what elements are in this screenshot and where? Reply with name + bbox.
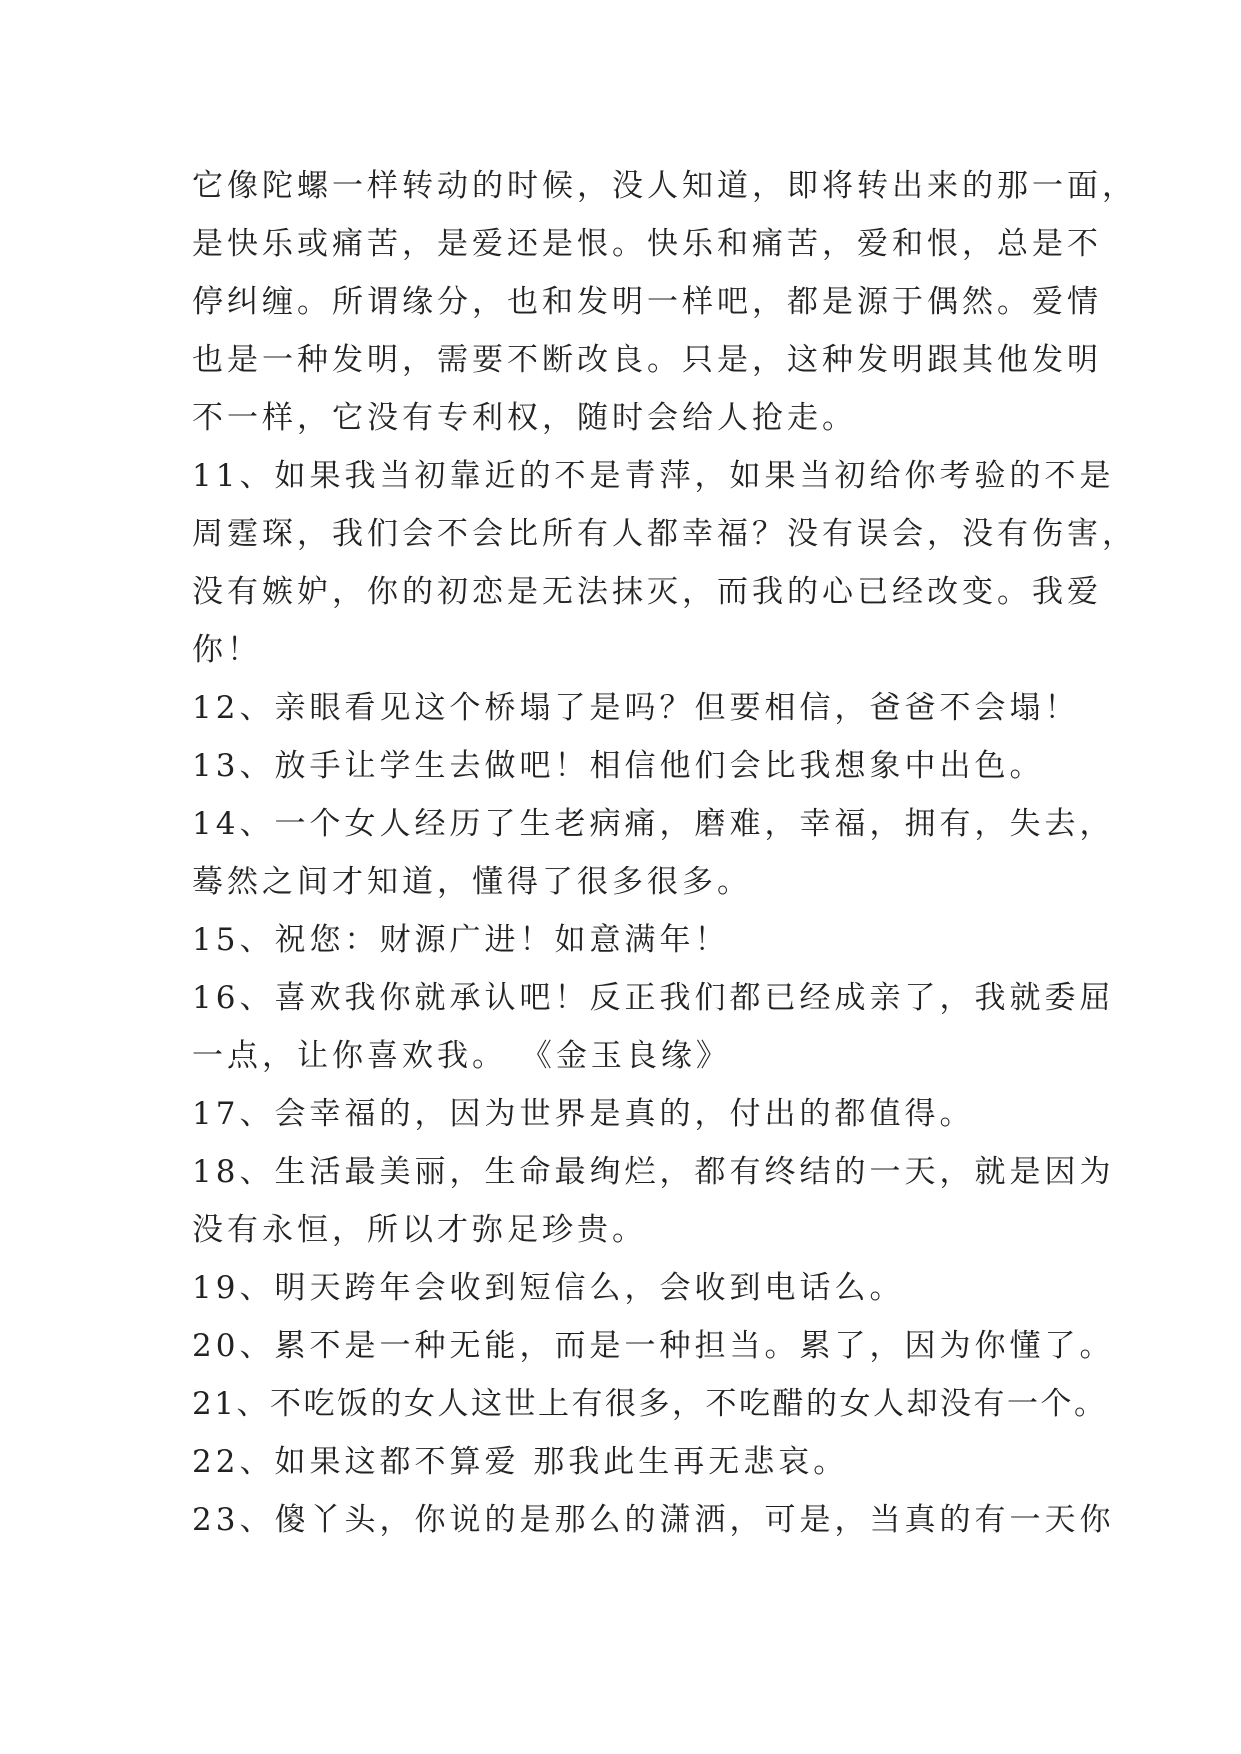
- text-line: 22、如果这都不算爱 那我此生再无悲哀。: [192, 1444, 849, 1480]
- text-line: 13、放手让学生去做吧！相信他们会比我想象中出色。: [192, 748, 1045, 784]
- text-line: 21、不吃饭的女人这世上有很多，不吃醋的女人却没有一个。: [192, 1386, 1108, 1422]
- text-line: 不一样，它没有专利权，随时会给人抢走。: [192, 400, 857, 436]
- text-line: 没有嫉妒，你的初恋是无法抹灭，而我的心已经改变。我爱: [192, 574, 1102, 610]
- text-line: 15、祝您：财源广进！如意满年！: [192, 922, 730, 958]
- text-line: 你！: [192, 632, 262, 668]
- text-line: 它像陀螺一样转动的时候，没人知道，即将转出来的那一面，: [192, 168, 1137, 204]
- text-line: 18、生活最美丽，生命最绚烂，都有终结的一天，就是因为: [192, 1154, 1115, 1190]
- text-line: 11、如果我当初靠近的不是青萍，如果当初给你考验的不是: [192, 458, 1115, 494]
- text-line: 是快乐或痛苦，是爱还是恨。快乐和痛苦，爱和恨，总是不: [192, 226, 1102, 262]
- text-line: 23、傻丫头，你说的是那么的潇洒，可是，当真的有一天你: [192, 1502, 1115, 1538]
- text-line: 也是一种发明，需要不断改良。只是，这种发明跟其他发明: [192, 342, 1102, 378]
- text-line: 19、明天跨年会收到短信么，会收到电话么。: [192, 1270, 905, 1306]
- text-line: 14、一个女人经历了生老病痛，磨难，幸福，拥有，失去，: [192, 806, 1115, 842]
- text-line: 20、累不是一种无能，而是一种担当。累了，因为你懂了。: [192, 1328, 1115, 1364]
- text-line: 周霆琛，我们会不会比所有人都幸福？没有误会，没有伤害，: [192, 516, 1137, 552]
- text-line: 16、喜欢我你就承认吧！反正我们都已经成亲了，我就委屈: [192, 980, 1115, 1016]
- text-line: 17、会幸福的，因为世界是真的，付出的都值得。: [192, 1096, 975, 1132]
- text-line: 12、亲眼看见这个桥塌了是吗？但要相信，爸爸不会塌！: [192, 690, 1080, 726]
- document-body: [192, 157, 1137, 1549]
- text-line: 一点，让你喜欢我。 《金玉良缘》: [192, 1038, 731, 1074]
- text-line: 没有永恒，所以才弥足珍贵。: [192, 1212, 647, 1248]
- text-line: 蓦然之间才知道，懂得了很多很多。: [192, 864, 752, 900]
- text-line: 停纠缠。所谓缘分，也和发明一样吧，都是源于偶然。爱情: [192, 284, 1102, 320]
